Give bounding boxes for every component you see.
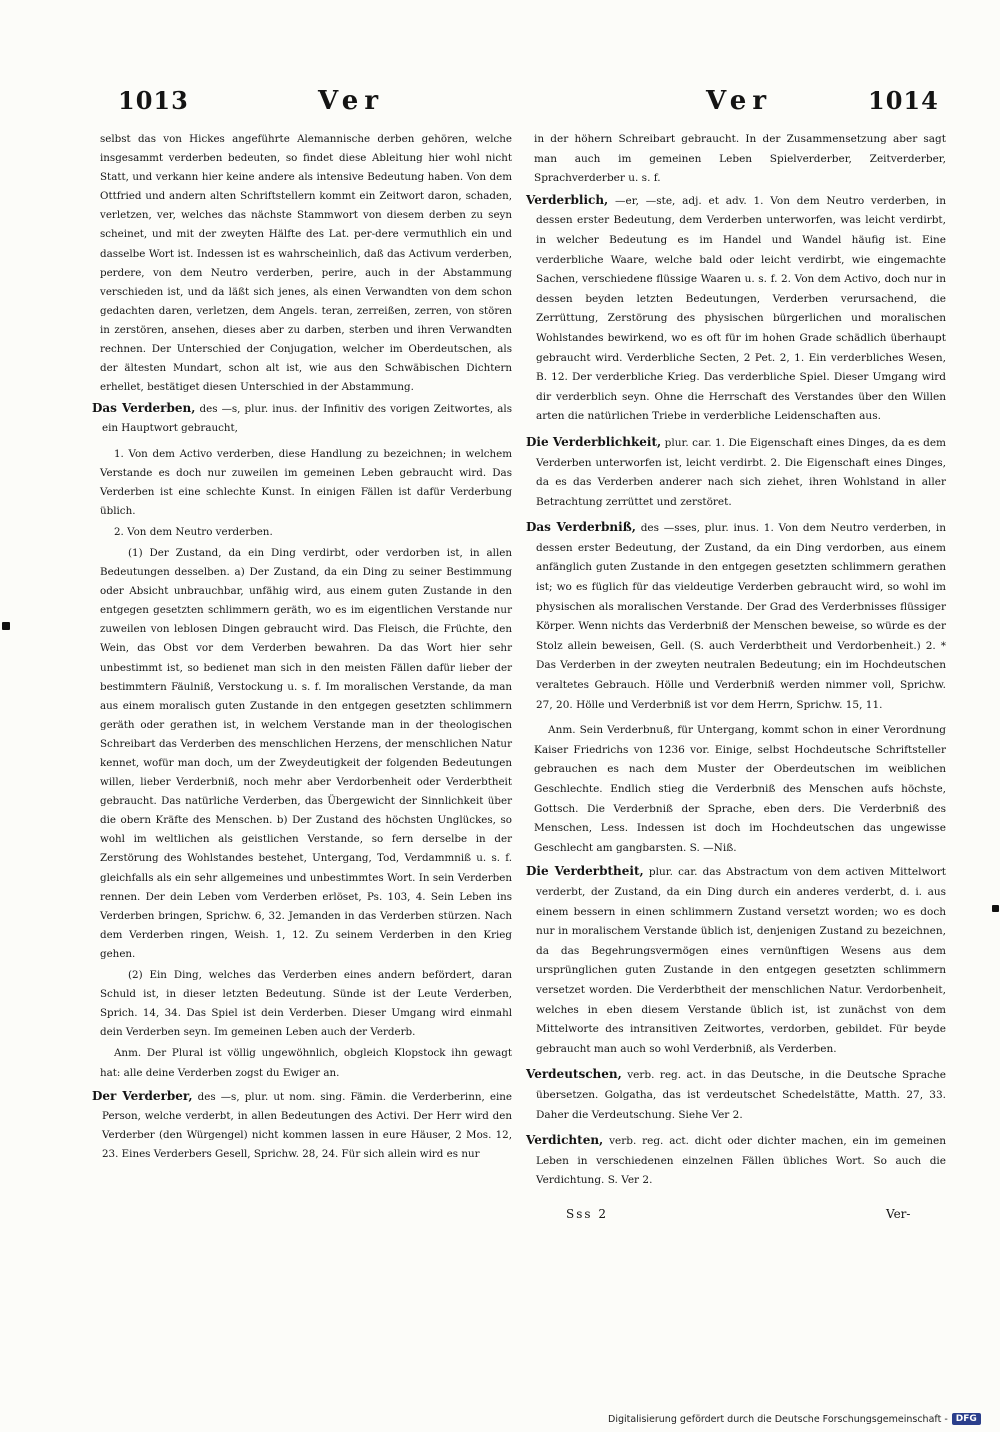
- entry-headword: Das Verderben,: [92, 401, 196, 416]
- entry-headword: Verderblich,: [526, 192, 609, 207]
- entry-text: verb. reg. act. in das Deutsche, in die Deutsche Sprache übersetzen. Golgatha, das ist verdeutschet Schedelstätte, Matth. 27, 33. Daher die Verdeutschung. Siehe Ver 2.: [536, 1069, 947, 1121]
- continued-paragraph: selbst das von Hickes angeführte Alemannische derben gehören, welche insgesammt verderben bedeuten, so findet diese Ableitung hier wohl nicht Statt, und verkann hier keine andere als intensive Bedeutung haben. Von dem Ottfried und andern alten Schriftstellern kommt ein Zeitwort daron, schaden, verletzen, ver, welches das nächste Stammwort von diesem derben zu seyn scheinet, und mit der zweyten Hälfte des Lat. per-dere vermuthlich ein und dasselbe Wort ist. Indessen ist es wahrscheinlich, daß das Activum verderben, perdere, von dem Neutro verderben, perire, auch in der Abstammung verschieden ist, und da läßt sich jenes, als einen Verwandten von dem schon gedachten daren, verletzen, dem Angels. teran, zerreißen, zerren, von stören in zerstören, ansehen, dieses aber zu darben, sterben und ihren Verwandten rechnen. Der Unterschied der Conjugation, welcher im Oberdeutschen, als der ältesten Mundart, schon alt ist, wie aus den Schwäbischen Dichtern erhellet, bestätiget diesen Unterschied in der Abstammung.: [100, 133, 512, 394]
- running-head-right: Ver: [706, 86, 773, 116]
- digitization-note: Digitalisierung gefördert durch die Deutsche Forschungsgemeinschaft -: [608, 1413, 948, 1425]
- entry-headword: Die Verderblichkeit,: [526, 434, 662, 449]
- sense-2-2: (2) Ein Ding, welches das Verderben eines andern befördert, daran Schuld ist, in dieser letzten Bedeutung. Sünde ist der Leute Verderben, Sprich. 14, 34. Das Spiel ist dein Verderben. Dieser Umgang wird einmahl dein Verderben seyn. Im gemeinen Leben auch der Verderb.: [100, 969, 512, 1039]
- entry-das-verderben: [92, 399, 512, 438]
- page-number-left: 1013: [118, 86, 189, 115]
- sense-2-1: (1) Der Zustand, da ein Ding verdirbt, oder verdorben ist, in allen Bedeutungen desselben. a) Der Zustand, da ein Ding zu seiner Bestimmung oder Absicht unbrauchbar, unfähig wird, aus einem guten Zustande in den entgegen gesetzten schlimmern geräth, wo es im eigentlichen Verstande nur zuweilen von leblosen Dingen gebraucht wird. Das Fleisch, die Früchte, den Wein, das Obst vor dem Verderben bewahren. Da das Wort hier sehr unbestimmt ist, so bedienet man sich in den meisten Fällen dafür lieber der bestimmtern Fäulniß, Verstockung u. s. f. Im moralischen Verstande, da man aus einem moralisch guten Zustande in den entgegen gesetzten schlimmern geräth oder gerathen ist, in welchem Verstande man in der theologischen Schreibart das Verderben des menschlichen Herzens, der menschlichen Natur kennet, wofür man doch, um der Zweydeutigkeit der folgenden Bedeutungen willen, lieber Verderbniß, noch mehr aber Verdorbenheit oder Verderbtheit gebraucht. Das natürliche Verderben, das Übergewicht der Sinnlichkeit über die obern Kräfte des Menschen. b) Der Zustand des höchsten Unglückes, so wohl im weltlichen als geistlichen Verstande, so fern derselbe in der Zerstörung des Wohlstandes bestehet, Untergang, Tod, Verdammniß u. s. f. gleichfalls als ein sehr allgemeines und unbestimmtes Wort. In sein Verderben rennen. Der dein Leben vom Verderben erlöset, Ps. 103, 4. Sein Leben ins Verderben bringen, Sprichw. 6, 32. Jemanden in das Verderben stürzen. Nach dem Verderben ringen, Weish. 1, 12. Zu seinem Verderben in den Krieg gehen.: [100, 546, 512, 960]
- digitization-footer: [608, 1411, 981, 1427]
- entry-text: plur. car. 1. Die Eigenschaft eines Dinges, da es dem Verderben unterworfen ist, leicht verdirbt. 2. Die Eigenschaft eines Dinges, da es das Verderben anderer nach sich ziehet, ihren Wohlstand in aller Betrachtung zerrüttet und zerstöret.: [536, 436, 947, 508]
- entry-text: verb. reg. act. dicht oder dichter machen, ein im gemeinen Leben in verschiedenen einzelnen Fällen übliches Wort. So auch die Verdichtung. S. Ver 2.: [536, 1135, 947, 1187]
- entry-headword: Der Verderber,: [92, 1088, 193, 1103]
- left-column: [92, 130, 512, 1170]
- signature-mark: Sss 2: [566, 1207, 608, 1221]
- entry-verdichten: [526, 1131, 946, 1191]
- entry-headword: Das Verderbniß,: [526, 520, 636, 535]
- running-head-left: Ver: [318, 86, 385, 116]
- right-column: [526, 130, 946, 1197]
- sense-2: 2. Von dem Neutro verderben.: [114, 525, 273, 538]
- entry-verdeutschen: [526, 1065, 946, 1125]
- continued-paragraph: in der höhern Schreibart gebraucht. In der Zusammensetzung aber sagt man auch im gemeinen Leben Spielverderber, Zeitverderber, Sprachverderber u. s. f.: [534, 133, 946, 185]
- scan-marker-left: [2, 622, 10, 630]
- entry-die-verderbtheit: [526, 862, 946, 1059]
- entry-die-verderblichkeit: [526, 433, 946, 512]
- entry-verderblich: [526, 191, 946, 427]
- entry-der-verderber: [92, 1087, 512, 1164]
- sense-1: 1. Von dem Activo verderben, diese Handlung zu bezeichnen; in welchem Verstande es doch nur zuweilen im gemeinen Leben gebraucht wird. Das Verderben ist eine schlechte Kunst. In einigen Fällen ist dafür Verderbung üblich.: [100, 447, 512, 517]
- dfg-logo-icon: DFG: [952, 1413, 981, 1425]
- entry-das-verderbniss: [526, 518, 946, 715]
- entry-headword: Verdichten,: [526, 1133, 604, 1148]
- entry-text: —er, —ste, adj. et adv. 1. Von dem Neutro verderben, in dessen erster Bedeutung, dem Verderben unterworfen, was leicht verdirbt, in welcher Bedeutung es im Handel und Wandel häufig ist. Eine verderbliche Waare, welche bald oder leicht verdirbt, wie eingemachte Sachen, verschiedene flüssige Waaren u. s. f. 2. Von dem Activo, doch nur in dessen beyden letzten Bedeutungen, Verderben verursachend, die Zerrüttung, Zerstörung des physischen bürgerlichen und moralischen Wohlstandes bewirkend, wo es oft für im hohen Grade schädlich überhaupt gebraucht wird. Verderbliche Secten, 2 Pet. 2, 1. Ein verderbliches Wesen, B. 12. Der verderbliche Krieg. Das verderbliche Spiel. Dieser Umgang wird dir verderblich seyn. Ohne die Herrschaft des Verstandes über den Willen arten die natürlichen Triebe in verderbliche Leidenschaften aus.: [536, 194, 946, 423]
- entry-headword: Verdeutschen,: [526, 1067, 622, 1082]
- entry-text: des —s, plur. inus. der Infinitiv des vorigen Zeitwortes, als ein Hauptwort gebraucht,: [102, 403, 512, 435]
- entry-text: des —sses, plur. inus. 1. Von dem Neutro verderben, in dessen erster Bedeutung, der Zustand, da ein Ding verdorben, aus einem anfänglich guten Zustande in den entgegen gesetzten schlimmern gerathen ist; wo es füglich für das vieldeutige Verderben gebraucht wird, so wohl im physischen als moralischen Verstande. Der Grad des Verderbnisses flüssiger Körper. Wenn nichts das Verderbniß der Menschen beweise, so würde es der Stolz allein beweisen, Gell. (S. auch Verderbtheit und Verdorbenheit.) 2. * Das Verderben in der zweyten neutralen Bedeutung; ein im Hochdeutschen veraltetes Gebrauch. Hölle und Verderbniß werden nimmer voll, Sprichw. 27, 20. Hölle und Verderbniß ist vor dem Herrn, Sprichw. 15, 11.: [536, 522, 946, 711]
- note: Anm. Sein Verderbnuß, für Untergang, kommt schon in einer Verordnung Kaiser Friedrichs von 1236 vor. Einige, selbst Hochdeutsche Schriftsteller gebrauchen es nach dem Muster der Oberdeutschen im weiblichen Geschlechte. Endlich stieg die Verderbniß des Menschen aufs höchste, Gottsch. Die Verderbniß der Sprache, eben ders. Die Verderbniß des Menschen, Less. Indessen ist doch im Hochdeutschen das ungewisse Geschlecht am gangbarsten. S. —Niß.: [534, 724, 946, 854]
- scan-marker-right: [992, 905, 999, 912]
- entry-text: des —s, plur. ut nom. sing. Fämin. die Verderberinn, eine Person, welche verderbt, in allen Bedeutungen des Activi. Der Herr wird den Verderber (den Würgengel) nicht kommen lassen in eure Häuser, 2 Mos. 12, 23. Eines Verderbers Gesell, Sprichw. 28, 24. Für sich allein wird es nur: [102, 1090, 512, 1160]
- page-number-right: 1014: [868, 86, 939, 115]
- catchword: Ver-: [886, 1207, 911, 1221]
- entry-text: plur. car. das Abstractum von dem activen Mittelwort verderbt, der Zustand, da ein Ding durch ein anderes verderbt, d. i. aus einem bessern in einen schlimmern Zustand versetzt worden; wo es doch nur in moralischem Verstande üblich ist, denjenigen Zustand zu bezeichnen, da das Begehrungsvermögen eines vernünftigen Wesens aus dem ursprünglichen guten Zustande in den entgegen gesetzten schlimmern versetzet worden. Die Verderbtheit der menschlichen Natur. Verdorbenheit, welches in eben diesem Verstande üblich ist, ist zunächst von dem Mittelworte des intransitiven Zeitwortes, verdorben, gebildet. Für beyde gebraucht man auch so wohl Verderbniß, als Verderben.: [536, 866, 946, 1055]
- note: Anm. Der Plural ist völlig ungewöhnlich, obgleich Klopstock ihn gewagt hat: alle deine Verderben zogst du Ewiger an.: [100, 1047, 512, 1079]
- entry-headword: Die Verderbtheit,: [526, 864, 644, 879]
